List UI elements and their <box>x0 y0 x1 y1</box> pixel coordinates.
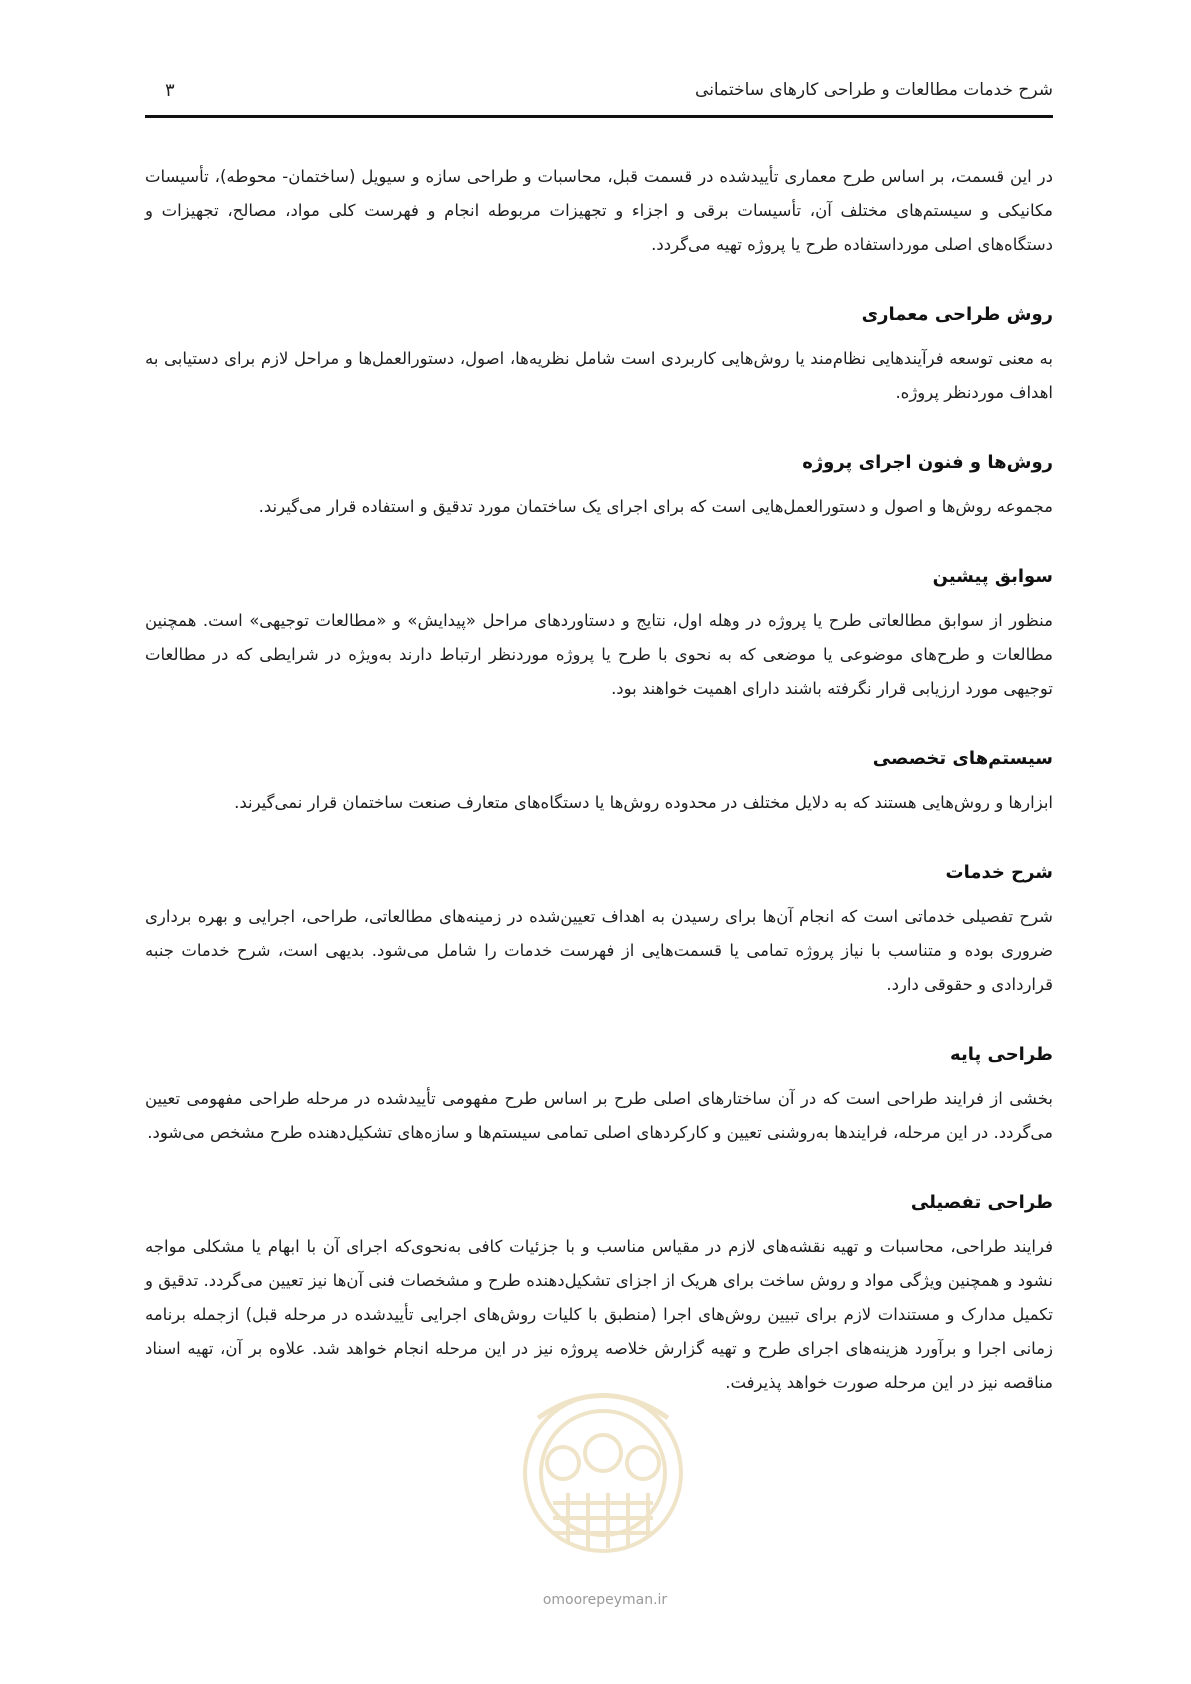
intro-paragraph: در این قسمت، بر اساس طرح معماری تأییدشده در قسمت قبل، محاسبات و طراحی سازه و سیویل (ساختمان- محوطه)، تأسیسات مکانیکی و سیستم‌های مختلف آن، تأسیسات برقی و اجزاء و تجهیزات مربوطه انجام و فهرست کلی مواد، مصالح، تجهیزات و دستگاه‌های اصلی مورداستفاده طرح یا پروژه تهیه می‌گردد. <box>145 167 1053 254</box>
page-number: ۳ <box>165 80 175 101</box>
body-content <box>145 160 1053 1400</box>
watermark-logo-icon <box>508 1378 698 1578</box>
section-heading-architectural-design-method: روش طراحی معماری <box>861 304 1053 325</box>
section-paragraph: به معنی توسعه فرآیندهایی نظام‌مند یا روش‌هایی کاربردی است شامل نظریه‌ها، اصول، دستورالعمل‌ها و مراحل لازم برای دستیابی به اهداف موردنظر پروژه. <box>145 349 1053 402</box>
section-heading-basic-design: طراحی پایه <box>950 1044 1053 1065</box>
section-paragraph: شرح تفصیلی خدماتی است که انجام آن‌ها برای رسیدن به اهداف تعیین‌شده در زمینه‌های مطالعاتی، طراحی، اجرایی و بهره برداری ضروری بوده و متناسب با نیاز پروژه تمامی یا قسمت‌هایی از فهرست خدمات را شامل می‌شود. بدیهی است، شرح خدمات جنبه قراردادی و حقوقی دارد. <box>145 907 1053 994</box>
section-paragraph: فرایند طراحی، محاسبات و تهیه نقشه‌های لازم در مقیاس مناسب و با جزئیات کافی به‌نحوی‌که اجرای آن با ابهام یا مشکلی مواجه نشود و همچنین ویژگی مواد و روش ساخت برای هریک از اجزای تشکیل‌دهنده طرح و مشخصات فنی آن‌ها نیز تعیین می‌گردد. تدقیق و تکمیل مدارک و مستندات لازم برای تبیین روش‌های اجرا (منطبق با کلیات روش‌های اجرایی تأییدشده در مرحله قبل) ازجمله برنامه زمانی اجرا و برآورد هزینه‌های اجرای طرح و تهیه گزارش خلاصه پروژه نیز در این مرحله انجام خواهد شد. علاوه بر آن، تهیه اسناد مناقصه نیز در این مرحله صورت خواهد پذیرفت. <box>145 1237 1053 1392</box>
section-paragraph: بخشی از فرایند طراحی است که در آن ساختارهای اصلی طرح بر اساس طرح مفهومی تأییدشده در مرحله طراحی مفهومی تعیین می‌گردد. در این مرحله، فرایندها به‌روشنی تعیین و کارکردهای اصلی تمامی سیستم‌ها و سازه‌های تشکیل‌دهنده طرح مشخص می‌شود. <box>145 1089 1053 1142</box>
section-heading-scope-of-services: شرح خدمات <box>945 862 1053 883</box>
page-header <box>145 72 1053 112</box>
section-heading-execution-methods: روش‌ها و فنون اجرای پروژه <box>802 452 1053 473</box>
running-title: شرح خدمات مطالعات و طراحی کارهای ساختمانی <box>695 80 1053 100</box>
section-heading-prior-records: سوابق پیشین <box>932 566 1053 587</box>
section-heading-specialized-systems: سیستم‌های تخصصی <box>872 748 1053 769</box>
section-heading-detailed-design: طراحی تفصیلی <box>910 1192 1053 1213</box>
section-paragraph: مجموعه روش‌ها و اصول و دستورالعمل‌هایی است که برای اجرای یک ساختمان مورد تدقیق و استفاده قرار می‌گیرند. <box>258 497 1053 516</box>
watermark-url: omoorepeyman.ir <box>542 1592 668 1608</box>
section-paragraph: ابزارها و روش‌هایی هستند که به دلایل مختلف در محدوده روش‌ها یا دستگاه‌های متعارف صنعت ساختمان قرار نمی‌گیرند. <box>234 793 1053 812</box>
header-rule <box>145 115 1053 118</box>
section-paragraph: منظور از سوابق مطالعاتی طرح یا پروژه در وهله اول، نتایج و دستاوردهای مراحل «پیدایش» و «مطالعات توجیهی» است. همچنین مطالعات و طرح‌های موضوعی یا موضعی که به نحوی با طرح یا پروژه موردنظر ارتباط دارند به‌ویژه در شرایطی که در مطالعات توجیهی مورد ارزیابی قرار نگرفته باشند دارای اهمیت خواهند بود. <box>145 611 1053 698</box>
